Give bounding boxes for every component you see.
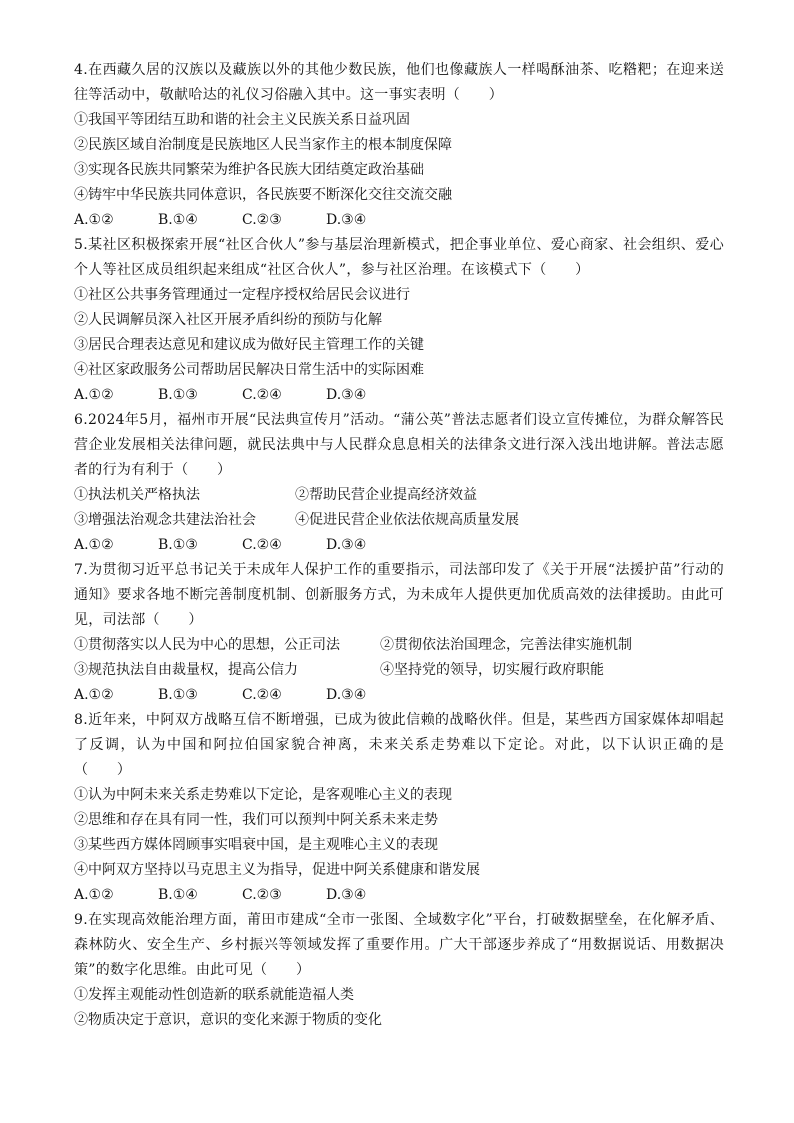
answer-choices: [74, 383, 724, 408]
option-1: ①贯彻落实以人民为中心的思想，公正司法: [74, 637, 340, 653]
option-row: [74, 633, 724, 658]
question-stem: 6.2024年5月，福州市开展“民法典宣传月”活动。“蒲公英”普法志愿者们设立宣传摊位，为群众解答民营企业发展相关法律问题，就民法典中与人民群众息息相关的法律条文进行深入浅出地讲解。普法志愿者的行为有利于（ ）: [74, 412, 724, 478]
option-3: ③规范执法自由裁量权，提高公信力: [74, 662, 298, 678]
question-7: [74, 558, 724, 708]
choice-a: A.①②: [74, 887, 114, 903]
option-1: ①认为中阿未来关系走势难以下定论，是客观唯心主义的表现: [74, 787, 452, 803]
answer-choices: [74, 683, 724, 708]
question-6: [74, 408, 724, 558]
option-1: ①发挥主观能动性创造新的联系就能造福人类: [74, 987, 354, 1003]
choice-c: C.②③: [242, 887, 282, 903]
question-stem: 4.在西藏久居的汉族以及藏族以外的其他少数民族，他们也像藏族人一样喝酥油茶、吃糌粑；在迎来送往等活动中，敬献哈达的礼仪习俗融入其中。这一事实表明（ ）: [74, 62, 724, 103]
question-stem: 9.在实现高效能治理方面，莆田市建成“全市一张图、全域数字化”平台，打破数据壁垒，在化解矛盾、森林防火、安全生产、乡村振兴等领域发挥了重要作用。广大干部逐步养成了“用数据说话、用数据决策”的数字化思维。由此可见（ ）: [74, 912, 724, 978]
choice-a: A.①②: [74, 212, 114, 228]
option-4: ④中阿双方坚持以马克思主义为指导，促进中阿关系健康和谐发展: [74, 862, 480, 878]
question-stem: 8.近年来，中阿双方战略互信不断增强，已成为彼此信赖的战略伙伴。但是，某些西方国家媒体却唱起了反调，认为中国和阿拉伯国家貌合神离，未来关系走势难以下定论。对此，以下认识正确的是（ ）: [74, 712, 724, 778]
option-4: ④铸牢中华民族共同体意识，各民族要不断深化交往交流交融: [74, 187, 452, 203]
option-1: ①执法机关严格执法: [74, 487, 200, 503]
option-1: ①社区公共事务管理通过一定程序授权给居民会议进行: [74, 287, 410, 303]
question-8: [74, 708, 724, 908]
option-2: ②思维和存在具有同一性，我们可以预判中阿关系未来走势: [74, 812, 438, 828]
choice-c: C.②④: [242, 387, 282, 403]
choice-a: A.①②: [74, 537, 114, 553]
answer-choices: [74, 883, 724, 908]
option-1: ①我国平等团结互助和谐的社会主义民族关系日益巩固: [74, 112, 410, 128]
exam-page: [74, 58, 724, 1033]
choice-d: D.③④: [326, 887, 367, 903]
choice-b: B.①③: [158, 537, 198, 553]
option-2: ②帮助民营企业提高经济效益: [295, 487, 477, 503]
option-3: ③增强法治观念共建法治社会: [74, 512, 256, 528]
choice-c: C.②③: [242, 212, 282, 228]
question-stem: 7.为贯彻习近平总书记关于未成年人保护工作的重要指示，司法部印发了《关于开展“法援护苗”行动的通知》要求各地不断完善制度机制、创新服务方式，为未成年人提供更加优质高效的法律援助。由此可见，司法部（ ）: [74, 562, 724, 628]
choice-c: C.②④: [242, 687, 282, 703]
choice-b: B.①③: [158, 387, 198, 403]
choice-b: B.①④: [158, 212, 198, 228]
option-4: ④坚持党的领导，切实履行政府职能: [380, 662, 604, 678]
option-2: ②贯彻依法治国理念，完善法律实施机制: [380, 637, 632, 653]
choice-a: A.①②: [74, 387, 114, 403]
option-2: ②人民调解员深入社区开展矛盾纠纷的预防与化解: [74, 312, 382, 328]
answer-choices: [74, 208, 724, 233]
option-2: ②民族区域自治制度是民族地区人民当家作主的根本制度保障: [74, 137, 452, 153]
option-2: ②物质决定于意识，意识的变化来源于物质的变化: [74, 1012, 382, 1028]
option-3: ③某些西方媒体罔顾事实唱衰中国，是主观唯心主义的表现: [74, 837, 438, 853]
option-row: [74, 483, 724, 508]
option-3: ③实现各民族共同繁荣为维护各民族大团结奠定政治基础: [74, 162, 424, 178]
choice-a: A.①②: [74, 687, 114, 703]
option-4: ④促进民营企业依法依规高质量发展: [295, 512, 519, 528]
choice-b: B.①③: [158, 687, 198, 703]
choice-d: D.③④: [326, 387, 367, 403]
choice-d: D.③④: [326, 537, 367, 553]
option-4: ④社区家政服务公司帮助居民解决日常生活中的实际困难: [74, 362, 424, 378]
question-stem: 5.某社区积极探索开展“社区合伙人”参与基层治理新模式，把企事业单位、爱心商家、社会组织、爱心个人等社区成员组织起来组成“社区合伙人”，参与社区治理。在该模式下（ ）: [74, 237, 724, 278]
choice-c: C.②④: [242, 537, 282, 553]
choice-b: B.①④: [158, 887, 198, 903]
answer-choices: [74, 533, 724, 558]
question-9: [74, 908, 724, 1033]
option-row: [74, 508, 724, 533]
choice-d: D.③④: [326, 212, 367, 228]
option-row: [74, 658, 724, 683]
question-5: [74, 233, 724, 408]
question-4: [74, 58, 724, 233]
choice-d: D.③④: [326, 687, 367, 703]
option-3: ③居民合理表达意见和建议成为做好民主管理工作的关键: [74, 337, 424, 353]
